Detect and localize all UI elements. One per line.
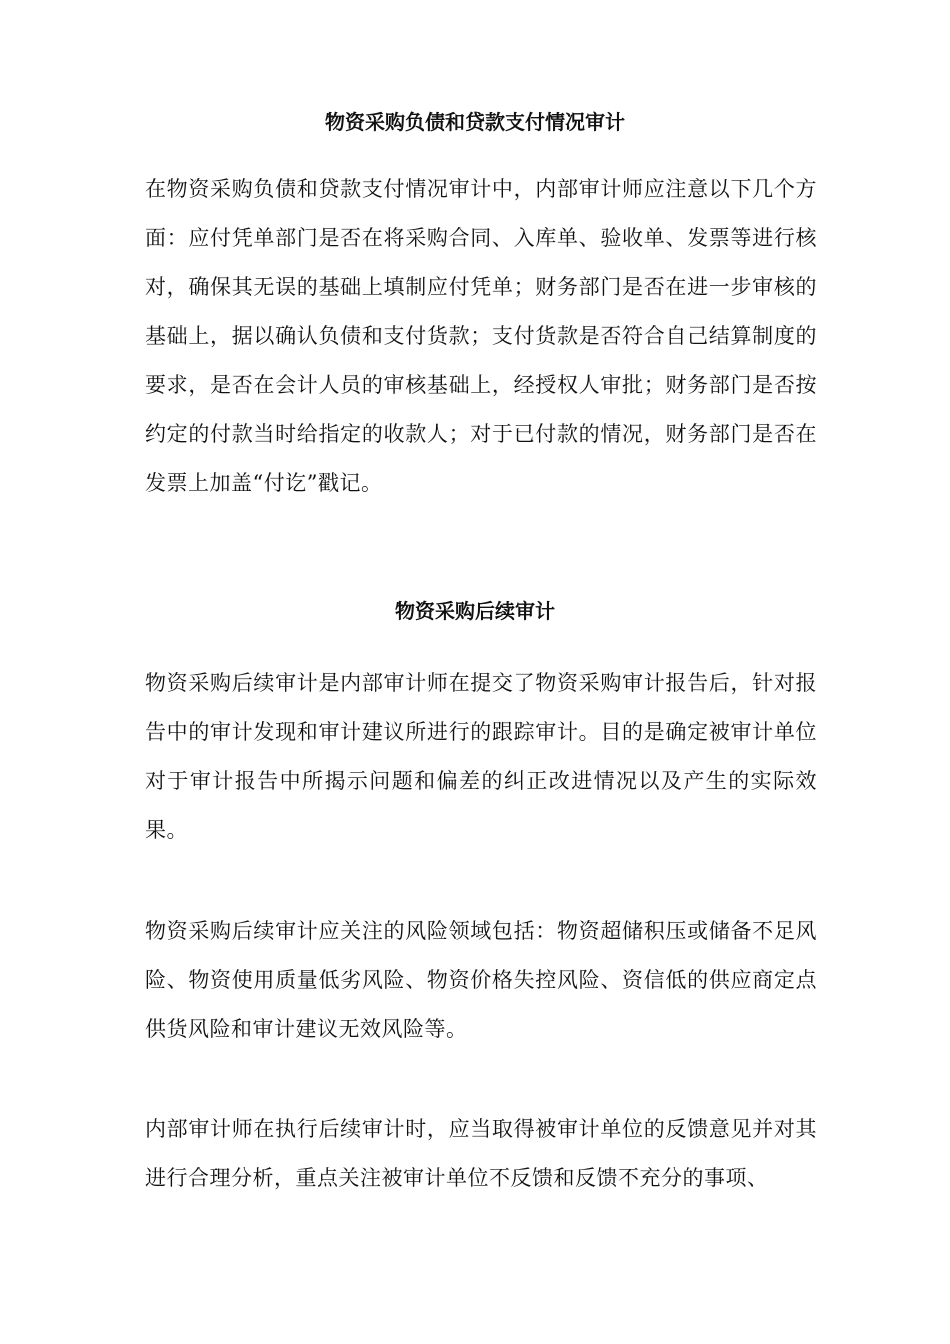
- paragraph-follow-up-risk-areas: 物资采购后续审计应关注的风险领域包括：物资超储积压或储备不足风险、物资使用质量低劣风险、物资价格失控风险、资信低的供应商定点供货风险和审计建议无效风险等。: [145, 919, 817, 1041]
- section-heading-procurement-liability-audit: 物资采购负债和贷款支付情况审计: [325, 110, 625, 134]
- paragraph-follow-up-definition: 物资采购后续审计是内部审计师在提交了物资采购审计报告后，针对报告中的审计发现和审计建议所进行的跟踪审计。目的是确定被审计单位对于审计报告中所揭示问题和偏差的纠正改进情况以及产生的实际效果。: [145, 671, 817, 842]
- section-heading-follow-up-audit: 物资采购后续审计: [395, 599, 555, 623]
- paragraph-liability-payment-audit: 在物资采购负债和贷款支付情况审计中，内部审计师应注意以下几个方面：应付凭单部门是否在将采购合同、入库单、验收单、发票等进行核对，确保其无误的基础上填制应付凭单；财务部门是否在进一步审核的基础上，据以确认负债和支付货款；支付货款是否符合自己结算制度的要求，是否在会计人员的审核基础上，经授权人审批；财务部门是否按约定的付款当时给指定的收款人；对于已付款的情况，财务部门是否在发票上加盖“付讫”戳记。: [145, 177, 817, 495]
- paragraph-follow-up-execution: 内部审计师在执行后续审计时，应当取得被审计单位的反馈意见并对其进行合理分析，重点关注被审计单位不反馈和反馈不充分的事项、: [145, 1117, 817, 1190]
